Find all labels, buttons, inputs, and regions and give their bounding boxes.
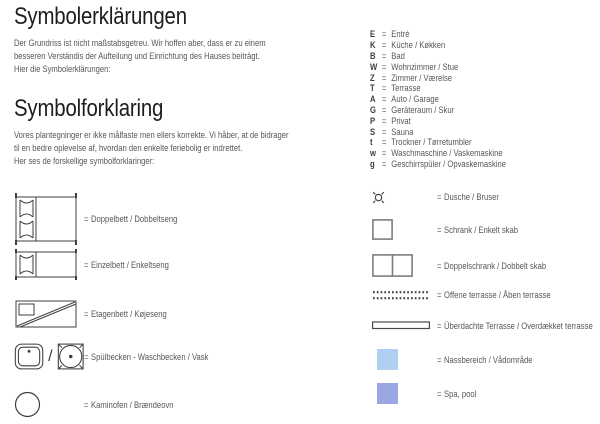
single-bed-icon — [14, 249, 84, 280]
shower-label: Dusche / Bruser — [444, 192, 499, 202]
room-code-row — [370, 29, 530, 40]
legend-label — [437, 389, 476, 399]
german-intro-line-2: besseren Verständis der Aufteilung und Einrichtung des Hauses beiträgt. — [14, 51, 260, 61]
room-code: w — [370, 148, 376, 159]
room-code-row — [370, 105, 530, 116]
danish-title-text: Symbolforklaring — [14, 95, 164, 122]
room-code-row — [370, 61, 530, 72]
equals-sign: = — [381, 126, 387, 137]
equals-sign: = — [437, 320, 442, 331]
room-code: B — [370, 50, 376, 61]
room-code-label: Sauna — [391, 126, 414, 137]
room-code-label: Küche / Køkken — [391, 40, 446, 51]
legend-row-wet-area — [372, 349, 549, 370]
covered-terrace-icon — [372, 321, 437, 330]
legend-label — [84, 352, 208, 362]
double-bed-icon — [14, 193, 84, 245]
equals-sign: = — [381, 40, 387, 51]
room-code-label: Zimmer / Værelse — [391, 72, 453, 83]
german-intro-line-1: Der Grundriss ist nicht maßstabsgetreu. Wir hoffen aber, dass er zu einem — [14, 38, 266, 48]
german-title-text: Symbolerklärungen — [14, 3, 187, 30]
room-code-list — [370, 29, 530, 169]
equals-sign: = — [84, 214, 89, 224]
room-code: S — [370, 126, 376, 137]
open-terrace-icon — [372, 290, 437, 301]
room-code: g — [370, 158, 375, 169]
german-intro-line-3: Hier die Symbolerklärungen: — [14, 64, 111, 74]
room-code-label: Geräteraum / Skur — [391, 104, 455, 115]
danish-intro-line-1: Vores plantegninger er ikke målfaste men ellers korrekte. Vi håber, at de bidrager — [14, 130, 289, 140]
equals-sign: = — [437, 260, 442, 271]
legend-row-single-bed — [14, 249, 184, 280]
bunk-bed-label: Etagenbett / Køjeseng — [91, 309, 167, 319]
legend-row-shower — [372, 190, 510, 204]
danish-intro-line-2: til en bedre oplevelse af, hvordan den enkelte feriebolig er indrettet. — [14, 143, 243, 153]
room-code: t — [370, 137, 373, 148]
room-code: P — [370, 115, 376, 126]
double-cabinet-icon — [372, 254, 437, 277]
legend-row-double-cabinet — [372, 254, 565, 277]
room-code-row — [370, 83, 530, 94]
german-title — [14, 4, 217, 30]
legend-row-open-terrace — [372, 289, 571, 301]
room-code-row — [370, 148, 530, 159]
equals-sign: = — [437, 224, 442, 235]
room-code: Z — [370, 72, 375, 83]
room-code-row — [370, 72, 530, 83]
equals-sign: = — [437, 388, 442, 399]
sink-label: Spülbecken - Waschbecken / Vask — [91, 351, 209, 362]
legend-row-covered-terrace — [372, 320, 600, 331]
room-code-row — [370, 51, 530, 62]
shower-icon — [372, 191, 437, 204]
room-code-row — [370, 159, 530, 170]
room-code: W — [370, 61, 378, 72]
equals-sign: = — [381, 158, 387, 169]
single-cabinet-icon — [372, 219, 437, 240]
room-code: E — [370, 29, 376, 40]
room-code-row — [370, 40, 530, 51]
equals-sign: = — [84, 259, 89, 270]
open-terrace-label: Offene terrasse / Åben terrasse — [444, 290, 551, 300]
room-code-label: Terrasse — [391, 83, 421, 94]
room-code-row — [370, 94, 530, 105]
equals-sign: = — [437, 192, 442, 202]
single-bed-label: Einzelbett / Enkeltseng — [91, 259, 169, 270]
room-code-label: Geschirrspüler / Opvaskemaskine — [391, 158, 507, 169]
legend-row-bunk-bed — [14, 299, 181, 329]
german-intro — [14, 37, 310, 76]
spa-pool-color — [377, 383, 398, 404]
room-code: A — [370, 94, 376, 105]
danish-intro-line-3: Her ses de forskellige symbolforklaringer: — [14, 156, 155, 166]
room-code: T — [370, 83, 375, 94]
stove-label: Kaminofen / Brændeovn — [91, 399, 174, 410]
equals-sign: = — [381, 94, 387, 105]
room-code-label: Bad — [391, 50, 405, 61]
equals-sign: = — [381, 83, 387, 94]
legend-label — [437, 290, 551, 300]
equals-sign: = — [84, 399, 89, 410]
legend-label — [84, 309, 167, 319]
equals-sign: = — [381, 50, 387, 61]
single-cabinet-label: Schrank / Enkelt skab — [444, 224, 519, 235]
room-code: G — [370, 104, 376, 115]
danish-title — [14, 96, 190, 122]
spa-pool-swatch — [372, 383, 437, 404]
wood-stove-icon — [14, 391, 84, 418]
legend-label — [437, 321, 593, 331]
equals-sign: = — [84, 351, 89, 362]
room-code-label: Privat — [391, 115, 411, 126]
sink-washbasin-icon — [14, 341, 84, 372]
legend-row-stove — [14, 391, 189, 418]
room-code-row — [370, 137, 530, 148]
equals-sign: = — [381, 104, 387, 115]
legend-label — [84, 214, 177, 224]
equals-sign: = — [381, 148, 387, 159]
legend-label — [84, 260, 169, 270]
legend-label — [437, 355, 532, 365]
covered-terrace-label: Überdachte Terrasse / Overdækket terrasse — [444, 320, 593, 331]
slash-separator: / — [48, 347, 53, 365]
legend-label — [437, 225, 518, 235]
room-code-label: Wohnzimmer / Stue — [391, 61, 459, 72]
double-cabinet-label: Doppelschrank / Dobbelt skab — [444, 260, 547, 271]
legend-row-sink — [14, 341, 230, 372]
equals-sign: = — [381, 115, 387, 126]
room-code-label: Auto / Garage — [391, 94, 439, 105]
equals-sign: = — [84, 309, 89, 319]
equals-sign: = — [381, 61, 387, 72]
equals-sign: = — [381, 29, 387, 40]
room-code-label: Waschmaschine / Vaskemaskine — [391, 148, 503, 159]
wet-area-label: Nassbereich / Vådområde — [444, 354, 533, 365]
room-code-label: Entré — [391, 29, 410, 40]
bunk-bed-icon — [14, 299, 84, 329]
equals-sign: = — [381, 72, 387, 83]
room-code-label: Trockner / Tørretumbler — [391, 137, 472, 148]
room-code-row — [370, 115, 530, 126]
legend-label — [437, 261, 546, 271]
equals-sign: = — [437, 290, 442, 300]
legend-row-double-bed — [14, 193, 194, 245]
wet-area-swatch — [372, 349, 437, 370]
wet-area-color — [377, 349, 398, 370]
spa-pool-label: Spa, pool — [444, 388, 477, 399]
equals-sign: = — [437, 354, 442, 365]
legend-row-spa-pool — [372, 383, 483, 404]
legend-label — [84, 400, 174, 410]
equals-sign: = — [381, 137, 387, 148]
legend-label — [437, 192, 499, 202]
danish-intro — [14, 129, 337, 168]
room-code: K — [370, 40, 376, 51]
room-code-row — [370, 126, 530, 137]
double-bed-label: Doppelbett / Dobbeltseng — [91, 214, 178, 224]
legend-row-single-cabinet — [372, 219, 532, 240]
